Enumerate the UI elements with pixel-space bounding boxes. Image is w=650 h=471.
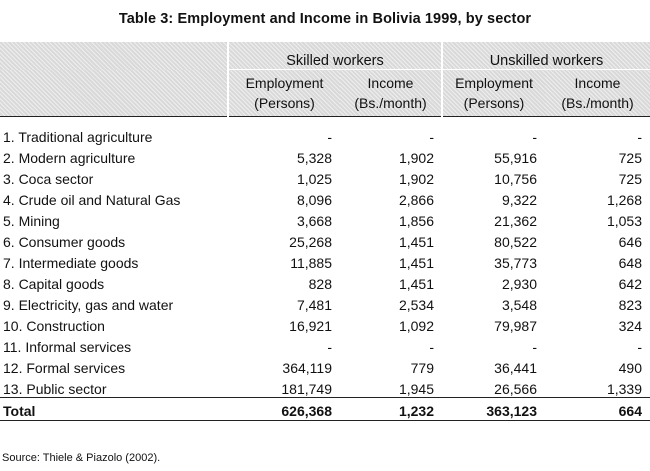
- skilled-income-cell: 2,866: [398, 192, 434, 208]
- unskilled-income-cell: 324: [618, 318, 642, 334]
- unskilled-employment-cell: 2,930: [501, 276, 537, 292]
- skilled-income-cell: 1,902: [398, 150, 434, 166]
- skilled-employment-cell: 828: [308, 276, 332, 292]
- skilled-employment-cell: -: [327, 129, 332, 145]
- total-skilled-employment: 626,368: [228, 398, 340, 421]
- employment-label: Employment: [455, 75, 533, 91]
- group-header-row: [0, 42, 650, 70]
- sector-label: 4. Crude oil and Natural Gas: [3, 192, 181, 208]
- skilled-employment-cell: 11,885: [290, 255, 332, 271]
- table-row: [0, 271, 650, 292]
- sector-label: 10. Construction: [3, 318, 105, 334]
- skilled-employment-cell: 364,119: [282, 360, 332, 376]
- total-unskilled-income: 664: [545, 398, 650, 421]
- persons-unit: (Persons): [463, 95, 525, 111]
- sector-label: 2. Modern agriculture: [3, 150, 136, 166]
- unskilled-employment-cell: 80,522: [494, 234, 537, 250]
- table-row: [0, 145, 650, 166]
- col-unskilled-income: [545, 70, 650, 117]
- skilled-employment-cell: 7,481: [296, 297, 332, 313]
- unskilled-employment-cell: 36,441: [494, 360, 537, 376]
- unskilled-income-cell: 823: [618, 297, 642, 313]
- unskilled-employment-cell: 26,566: [494, 381, 537, 397]
- income-label: Income: [574, 75, 621, 91]
- skilled-income-cell: 1,945: [398, 381, 434, 397]
- employment-label: Employment: [245, 75, 324, 91]
- employment-income-table: [0, 42, 650, 421]
- unskilled-income-cell: 1,268: [606, 192, 642, 208]
- unskilled-income-cell: -: [637, 129, 642, 145]
- unskilled-income-cell: 1,339: [606, 381, 642, 397]
- table-row: [0, 313, 650, 334]
- sector-label: 9. Electricity, gas and water: [3, 297, 174, 313]
- col-skilled-income: [340, 70, 442, 117]
- skilled-employment-cell: -: [327, 339, 332, 355]
- skilled-employment-cell: 1,025: [296, 171, 332, 187]
- unskilled-employment-cell: 9,322: [501, 192, 537, 208]
- unskilled-income-cell: 725: [618, 171, 642, 187]
- table-title: Table 3: Employment and Income in Bolivia 1999, by sector: [118, 11, 532, 27]
- sector-label: 8. Capital goods: [3, 276, 105, 292]
- total-row: [0, 398, 650, 421]
- unskilled-income-cell: 490: [618, 360, 642, 376]
- bs-month-unit: (Bs./month): [561, 95, 634, 111]
- table-row: [0, 208, 650, 229]
- unskilled-income-cell: -: [637, 339, 642, 355]
- unskilled-income-cell: 648: [618, 255, 642, 271]
- total-unskilled-employment: 363,123: [442, 398, 545, 421]
- skilled-income-cell: -: [429, 129, 434, 145]
- skilled-income-cell: -: [429, 339, 434, 355]
- col-unskilled-employment: [442, 70, 545, 117]
- unskilled-employment-cell: -: [532, 129, 537, 145]
- group-skilled-workers: Skilled workers: [228, 42, 442, 70]
- unskilled-income-cell: 646: [618, 234, 642, 250]
- skilled-income-cell: 1,902: [398, 171, 434, 187]
- skilled-income-cell: 1,856: [398, 213, 434, 229]
- unskilled-employment-cell: 3,548: [501, 297, 537, 313]
- total-label: Total: [0, 398, 228, 421]
- table-row: [0, 166, 650, 187]
- unskilled-employment-cell: 55,916: [494, 150, 537, 166]
- sector-label: 5. Mining: [3, 213, 60, 229]
- sector-label: 13. Public sector: [3, 381, 107, 397]
- stub-header-lower: [0, 70, 228, 117]
- skilled-income-cell: 1,092: [398, 318, 434, 334]
- sector-label: 3. Coca sector: [3, 171, 94, 187]
- unskilled-income-cell: 1,053: [606, 213, 642, 229]
- skilled-employment-cell: 25,268: [289, 234, 332, 250]
- table-body: [0, 124, 650, 398]
- skilled-income-cell: 1,451: [398, 276, 434, 292]
- sector-label: 11. Informal services: [3, 339, 132, 355]
- table-row: [0, 355, 650, 376]
- table-row: [0, 124, 650, 145]
- source-note: Source: Thiele & Piazolo (2002).: [2, 452, 161, 464]
- stub-header: [0, 42, 228, 70]
- group-unskilled-workers: Unskilled workers: [442, 42, 650, 70]
- skilled-income-cell: 1,451: [398, 255, 434, 271]
- sector-label: 6. Consumer goods: [3, 234, 126, 250]
- unskilled-employment-cell: 35,773: [494, 255, 537, 271]
- income-label: Income: [367, 75, 414, 91]
- sector-label: 12. Formal services: [3, 360, 126, 376]
- total-skilled-income: 1,232: [340, 398, 442, 421]
- unskilled-employment-cell: 10,756: [494, 171, 537, 187]
- skilled-employment-cell: 8,096: [296, 192, 332, 208]
- table-row: [0, 376, 650, 398]
- sector-label: 7. Intermediate goods: [3, 255, 139, 271]
- unskilled-employment-cell: 21,362: [494, 213, 537, 229]
- skilled-employment-cell: 16,921: [289, 318, 332, 334]
- table-row: [0, 229, 650, 250]
- sector-label: 1. Traditional agriculture: [3, 129, 153, 145]
- unskilled-employment-cell: -: [532, 339, 537, 355]
- skilled-employment-cell: 181,749: [281, 381, 332, 397]
- table-row: [0, 292, 650, 313]
- unskilled-income-cell: 725: [618, 150, 642, 166]
- col-skilled-employment: [228, 70, 340, 117]
- bs-month-unit: (Bs./month): [354, 95, 427, 111]
- unskilled-employment-cell: 79,987: [494, 318, 537, 334]
- table-row: [0, 334, 650, 355]
- skilled-income-cell: 779: [410, 360, 434, 376]
- sub-header-row: [0, 70, 650, 117]
- persons-unit: (Persons): [254, 95, 315, 111]
- unskilled-income-cell: 642: [618, 276, 642, 292]
- table-row: [0, 250, 650, 271]
- table-row: [0, 187, 650, 208]
- skilled-income-cell: 2,534: [398, 297, 434, 313]
- skilled-employment-cell: 3,668: [296, 213, 332, 229]
- skilled-income-cell: 1,451: [398, 234, 434, 250]
- skilled-employment-cell: 5,328: [296, 150, 332, 166]
